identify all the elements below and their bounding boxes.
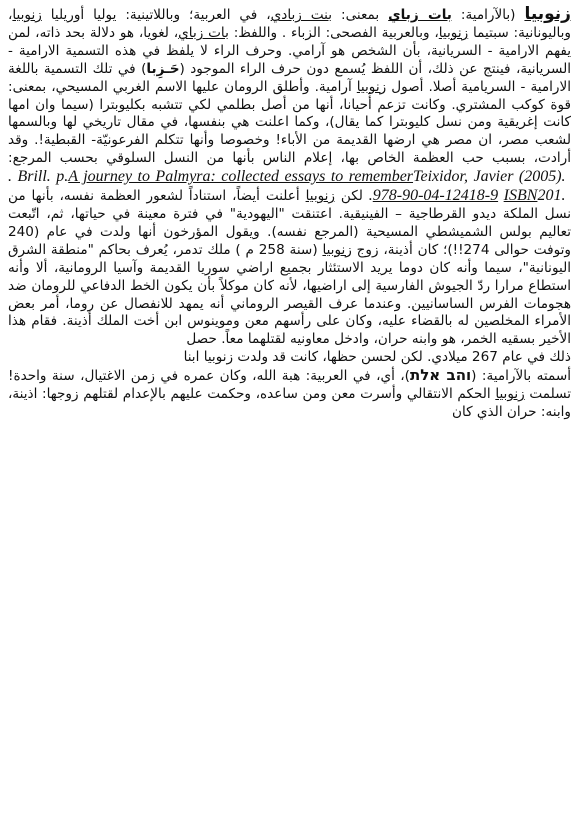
text-segment: أعلنت أيضاً، استناداً لشعور العظمة نفسه، بأنها من نسل الملكة ديدو القرطاجية – الفينيقية. اعتنقت "اليهودية" في فترة معينة في حياتها، ثم، اتّبعت تعاليم بولس الشميشطي المسيحية (المرجع نفسه). ويقول المؤرخون أنها ولدت في عام (240 وتوفت حوالى 274!!)؛ كان أذينة، زوج — [8, 188, 571, 258]
text-segment: ، وبالعربية الفصحى: الزباء . واللفظ: — [228, 24, 439, 41]
citation-text: . Brill. p. 201. — [8, 168, 572, 205]
citation-text: Teixidor, Javier (2005). — [413, 168, 572, 186]
citation-link[interactable]: A journey to Palmyra: collected essays to remember — [68, 168, 414, 186]
article-page — [8, 6, 571, 809]
article-continuation — [8, 367, 571, 422]
text-segment: الحكم الانتقالي وأسرت معن ومن ساعده، وحكمت عليهم بالإعدام لقتلهم زوجها: اذينة، وابنه: حران الذي كان — [8, 386, 571, 421]
link-text[interactable]: بنت زبادي — [270, 7, 333, 23]
link-text[interactable]: زنوبيا — [438, 24, 469, 41]
bold-text: حَـزِبا — [146, 60, 180, 77]
text-segment: آرامية. وأطلق الرومان عليها الاسم الغربي المسيحي، بمعنى: قوة كوكب المشتري. وكانت تزعم أحيانا، أنها من أصل بطلمي لكي تتشبه بكليوبترا (سيما وان امها كانت إغريقية ومن نسل كليوبترا كما يقال)، وكما اعلنت هي بنفسها، في مقال تاريخي لها وبالسمها لشعب مصر، ان مصر هي ارضها القديمة من الأباء! وخصوصا وأنها تتكلم الفرعونيّة- القبطية!. وقد أرادت، بسبب حب العظمة الخاص بها، إعلام الناس بأنها من النسل السلوقي بحسب المرجع: — [8, 78, 571, 167]
citation-text: . — [368, 187, 373, 205]
text-segment: لكن — [334, 188, 369, 205]
link-text[interactable]: بات زباي — [178, 24, 229, 41]
link-text[interactable]: زنوبيا — [356, 78, 387, 95]
citation-link[interactable]: 978-90-04-12418-9 — [372, 187, 499, 205]
link-text[interactable]: زنوبيا — [495, 386, 525, 403]
text-segment: )، أي، في العربية: هبة الله، وكان عمره في زمن الاغتيال، سنة واحدة! تسلمت — [8, 368, 571, 403]
article-body — [8, 6, 571, 349]
link-text[interactable]: زنوبيا — [322, 241, 352, 258]
text-segment: أسمته بالآرامية: ( — [471, 368, 571, 385]
link-text[interactable]: بات زباي — [388, 7, 452, 23]
hebrew-text: והב אלת — [409, 366, 472, 385]
link-text[interactable]: زنوبيا — [12, 7, 42, 23]
article-title: زنوبيا — [524, 4, 571, 24]
link-text[interactable]: زنوبيا — [305, 188, 335, 205]
text-segment: ، وباليونانية: سبتيما — [8, 7, 571, 41]
text-segment: ، في العربية؛ وباللاتينية: يوليا أوريليا — [41, 7, 271, 23]
text-segment: ) في تلك التسمية باللغة الارامية - السريامية أصلا. أصول — [8, 60, 571, 95]
text-segment: (بالآرامية: — [451, 7, 525, 23]
text-segment: (سنة 258 م ) ملك تدمر، يُعرف بحاكم "منطقة الشرق اليونانية"، سيما وأنه كان دوما يريد الاستئثار بجميع اراضي سوريا القديمة وآسيا الرومانية، ألا وأنه استطاع مرارا ردّ الجيوش الفارسية إلى اراضيها، لأنه كان موكلاً بأن يكون الخط الدفاعي للرومان ضد هجومات الفرس الساسانيين. وعندما عرف القيصر الروماني أنه يمهد للانفصال عن روما، أمر بعض الأمراء المخلصين له بالقضاء عليه، وكان على رأسهم معن وموينوس ابن أخت الملك أذينة. فقام هذا الأخير بسقيه الخمر، هو وابنه حران، وادخل معاونيه لقتلهما معاً. حصل — [8, 241, 571, 348]
text-segment: ، لغويا، هو دلالة بحد ذاته، لمن يفهم الارامية - السريانية، بأن الشخص هو آرامي. وحرف الراء لا يلفظ في هذه التسمية الارامية - السريانية، فينتج عن ذلك، أن اللفظ يُسمع دون حرف الراء الموجود ( — [8, 24, 572, 77]
garbled-text-line: ذلك في عام 267 ميلادي. لكن لحسن حظها، كانت قد ولدت زنوبيا ابنا — [183, 349, 571, 366]
citation-link[interactable]: ISBN — [503, 187, 538, 205]
text-segment: بمعنى: — [332, 7, 389, 23]
